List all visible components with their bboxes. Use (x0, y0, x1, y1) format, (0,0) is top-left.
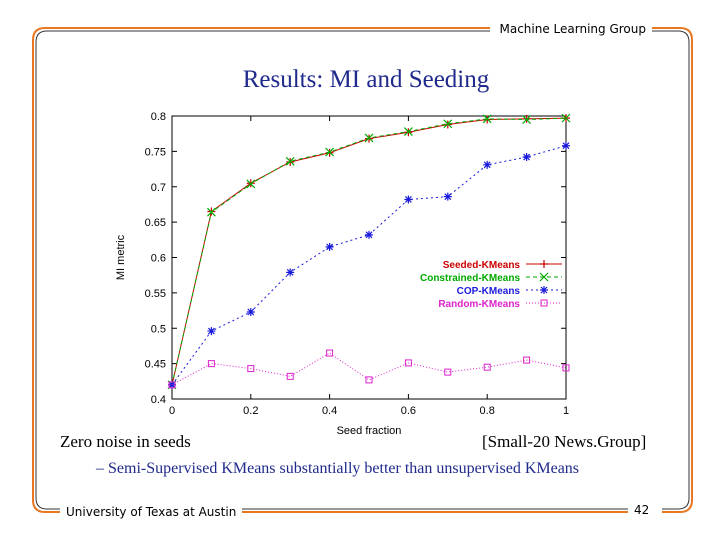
y-tick-label: 0.4 (150, 394, 166, 406)
legend-label-random-kmeans: Random-KMeans (438, 299, 520, 310)
y-tick-label: 0.45 (144, 358, 166, 371)
data-point-cop-kmeans (404, 195, 412, 203)
legend-marker-seeded-kmeans (540, 260, 548, 268)
series-line-seeded-kmeans (172, 118, 566, 385)
y-tick-label: 0.5 (150, 323, 166, 336)
series-line-random-kmeans (172, 353, 566, 385)
bullet-conclusion: – Semi-Supervised KMeans substantially better than unsupervised KMeans (96, 460, 580, 477)
page-number: 42 (634, 503, 650, 517)
data-point-cop-kmeans (562, 142, 570, 150)
x-tick-label: 0.4 (321, 405, 338, 417)
legend-marker-cop-kmeans (540, 286, 548, 294)
note-dataset: [Small-20 News.Group] (482, 432, 647, 451)
y-tick-label: 0.7 (150, 181, 166, 194)
data-point-cop-kmeans (365, 231, 373, 239)
data-point-cop-kmeans (444, 193, 452, 201)
data-point-cop-kmeans (483, 161, 491, 169)
note-zero-noise: Zero noise in seeds (60, 432, 191, 451)
x-tick-label: 1 (562, 405, 570, 417)
plot-area (172, 116, 566, 399)
y-tick-label: 0.65 (144, 217, 166, 230)
data-point-random-kmeans (208, 361, 214, 367)
y-axis-label: MI metric (115, 234, 127, 281)
data-point-random-kmeans (287, 373, 293, 379)
data-point-random-kmeans (327, 350, 333, 356)
data-point-cop-kmeans (207, 327, 215, 335)
data-point-random-kmeans (366, 377, 372, 383)
data-point-cop-kmeans (326, 243, 334, 251)
y-tick-label: 0.8 (150, 111, 166, 123)
header-group-label: Machine Learning Group (499, 22, 646, 36)
x-tick-label: 0 (168, 405, 176, 417)
series-line-constrained-kmeans (172, 118, 566, 385)
x-tick-label: 0.8 (479, 405, 495, 417)
data-point-cop-kmeans (247, 308, 255, 316)
footer-institution: University of Texas at Austin (66, 505, 237, 519)
x-tick-label: 0.2 (243, 405, 259, 417)
data-point-cop-kmeans (286, 268, 294, 276)
legend-label-seeded-kmeans: Seeded-KMeans (442, 260, 520, 271)
legend-label-cop-kmeans: COP-KMeans (456, 286, 520, 297)
y-tick-label: 0.6 (150, 252, 166, 265)
data-point-cop-kmeans (523, 153, 531, 161)
x-axis-label: Seed fraction (336, 425, 402, 437)
legend-label-constrained-kmeans: Constrained-KMeans (419, 273, 520, 284)
y-tick-label: 0.55 (144, 287, 166, 300)
y-tick-label: 0.75 (144, 146, 166, 159)
x-tick-label: 0.6 (400, 405, 417, 417)
slide-title: Results: MI and Seeding (242, 66, 490, 93)
